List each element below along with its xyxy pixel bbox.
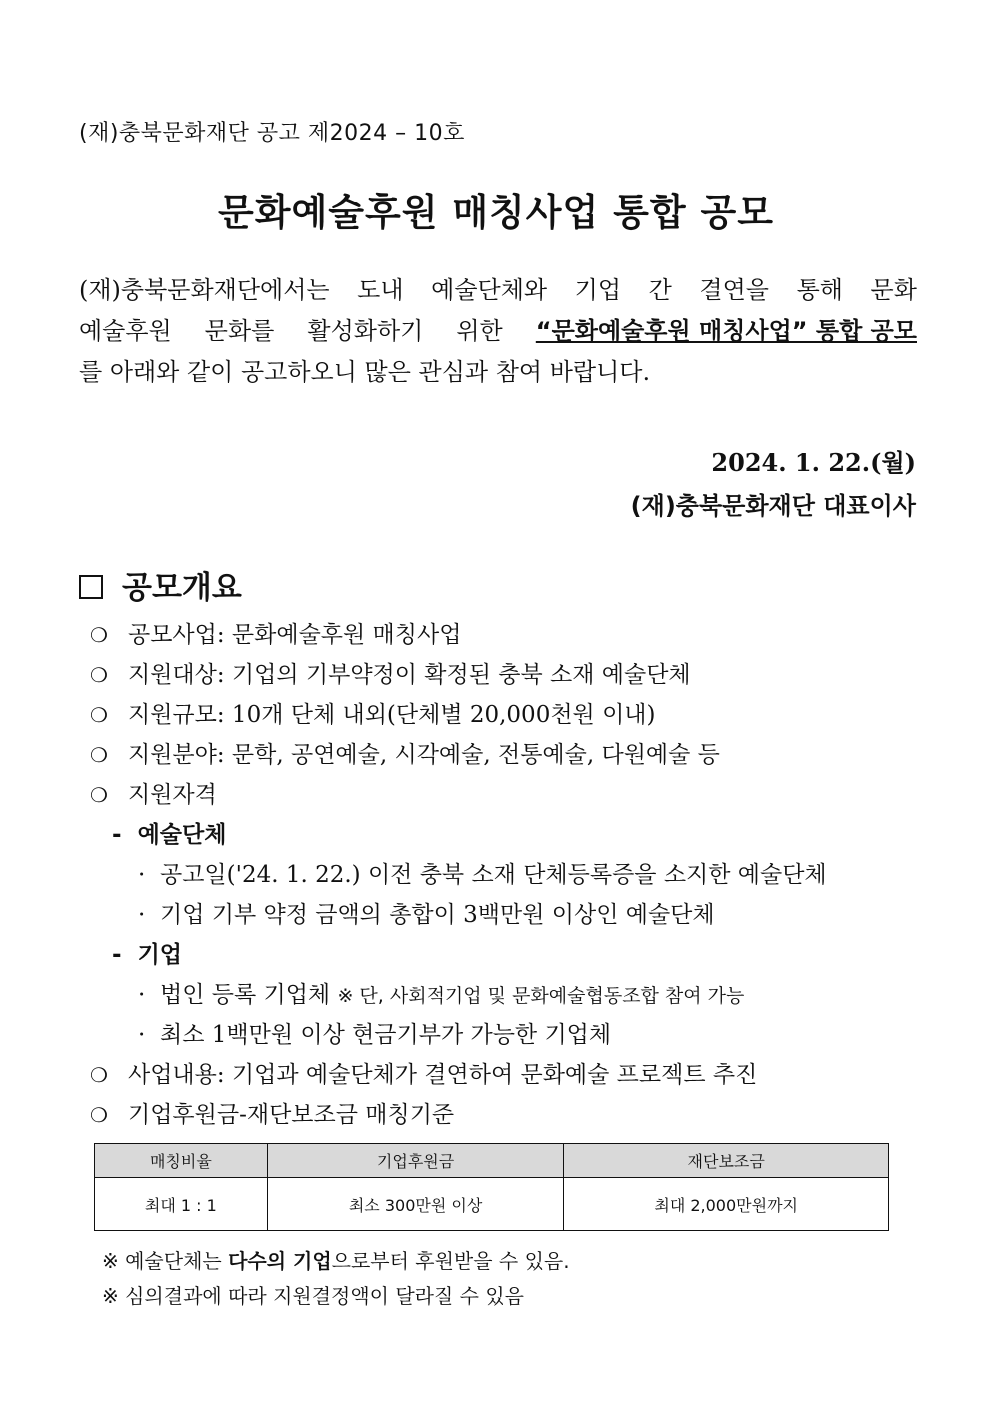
- intro-word: 문화를: [204, 317, 275, 345]
- table-header: 매칭비율: [95, 1144, 268, 1178]
- company-note: ※ 단, 사회적기업 및 문화예술협동조합 참여 가능: [337, 985, 745, 1007]
- item-matching: [90, 1096, 454, 1129]
- intro-word: 위한: [456, 317, 503, 345]
- intro-line-2: [79, 311, 917, 352]
- table-cell: 최대 1 : 1: [95, 1178, 268, 1231]
- item-text: 사업내용: 기업과 예술단체가 결연하여 문화예술 프로젝트 추진: [128, 1062, 758, 1088]
- section-title: 공모개요: [122, 570, 242, 606]
- intro-word: 결연을: [699, 276, 769, 304]
- note-emphasis: 다수의 기업: [228, 1249, 332, 1273]
- intro-line-1: [79, 270, 917, 311]
- table-header: 기업후원금: [267, 1144, 564, 1178]
- intro-line-3-text: 를 아래와 같이 공고하오니 많은 관심과 참여 바랍니다.: [79, 358, 651, 386]
- dash-mark: -: [112, 942, 122, 968]
- item-text: 지원분야: 문학, 공연예술, 시각예술, 전통예술, 다원예술 등: [128, 742, 720, 768]
- note-text: ※ 예술단체는: [102, 1249, 229, 1273]
- arts-label: 예술단체: [137, 822, 227, 848]
- circle-bullet-icon: ❍: [90, 623, 108, 647]
- intro-word: 활성화하기: [307, 317, 424, 345]
- item-text: 공모사업: 문화예술후원 매칭사업: [128, 622, 462, 648]
- table-cell: 최대 2,000만원까지: [564, 1178, 889, 1231]
- dot-mark: ·: [138, 982, 146, 1008]
- company-label: 기업: [137, 942, 182, 968]
- circle-bullet-icon: ❍: [90, 663, 108, 687]
- item-target: [90, 656, 691, 689]
- detail-text: 법인 등록 기업체: [160, 982, 338, 1008]
- note-1: [102, 1245, 570, 1274]
- circle-bullet-icon: ❍: [90, 1103, 108, 1127]
- item-field: [90, 736, 720, 769]
- intro-word: 예술단체와: [431, 276, 548, 304]
- intro-word: 간: [648, 276, 672, 304]
- dot-mark: ·: [138, 1022, 146, 1048]
- qualification-company-1: [138, 976, 744, 1009]
- dot-mark: ·: [138, 902, 146, 928]
- note-text: 으로부터 후원받을 수 있음.: [331, 1249, 570, 1273]
- table-header-row: [95, 1144, 889, 1178]
- intro-word: (재)충북문화재단에서는: [79, 276, 330, 304]
- detail-text: 최소 1백만원 이상 현금기부가 가능한 기업체: [160, 1022, 612, 1048]
- intro-word: 기업: [574, 276, 622, 304]
- issuer-organization: (재)충북문화재단 대표이사: [630, 492, 916, 520]
- intro-paragraph: [79, 270, 917, 393]
- table-header: 재단보조금: [564, 1144, 889, 1178]
- qualification-company-heading: [112, 936, 182, 969]
- intro-word: 예술후원: [79, 317, 172, 345]
- intro-word: 도내: [357, 276, 404, 304]
- table-cell: 최소 300만원 이상: [267, 1178, 564, 1231]
- item-text: 지원자격: [128, 782, 217, 808]
- item-text: 지원대상: 기업의 기부약정이 확정된 충북 소재 예술단체: [128, 662, 691, 688]
- dot-mark: ·: [138, 862, 146, 888]
- item-text: 지원규모: 10개 단체 내외(단체별 20,000천원 이내): [128, 702, 656, 728]
- qualification-arts-heading: [112, 816, 226, 849]
- notice-number: (재)충북문화재단 공고 제2024 – 10호: [79, 121, 465, 146]
- intro-word: 문화: [870, 276, 917, 304]
- detail-text: 공고일('24. 1. 22.) 이전 충북 소재 단체등록증을 소지한 예술단체: [160, 862, 827, 888]
- intro-word: 통해: [796, 276, 843, 304]
- matching-table: [94, 1143, 889, 1231]
- item-project: [90, 616, 461, 649]
- circle-bullet-icon: ❍: [90, 703, 108, 727]
- qualification-arts-1: [138, 856, 827, 889]
- circle-bullet-icon: ❍: [90, 783, 108, 807]
- page-title: 문화예술후원 매칭사업 통합 공모: [217, 191, 775, 234]
- program-name-underlined: “문화예술후원 매칭사업” 통합 공모: [535, 317, 917, 345]
- detail-text: 기업 기부 약정 금액의 총합이 3백만원 이상인 예술단체: [160, 902, 715, 928]
- dash-mark: -: [112, 822, 122, 848]
- item-text: 기업후원금-재단보조금 매칭기준: [128, 1102, 455, 1128]
- qualification-company-2: [138, 1016, 611, 1049]
- item-scale: [90, 696, 655, 729]
- circle-bullet-icon: ❍: [90, 1063, 108, 1087]
- empty-square-icon: [79, 575, 103, 599]
- circle-bullet-icon: ❍: [90, 743, 108, 767]
- table-row: [95, 1178, 889, 1231]
- note-2: ※ 심의결과에 따라 지원결정액이 달라질 수 있음: [102, 1284, 524, 1308]
- notice-date: 2024. 1. 22.(월): [711, 448, 916, 477]
- qualification-arts-2: [138, 896, 715, 929]
- item-qualification: [90, 776, 217, 809]
- intro-line-3: [79, 352, 917, 393]
- item-content: [90, 1056, 757, 1089]
